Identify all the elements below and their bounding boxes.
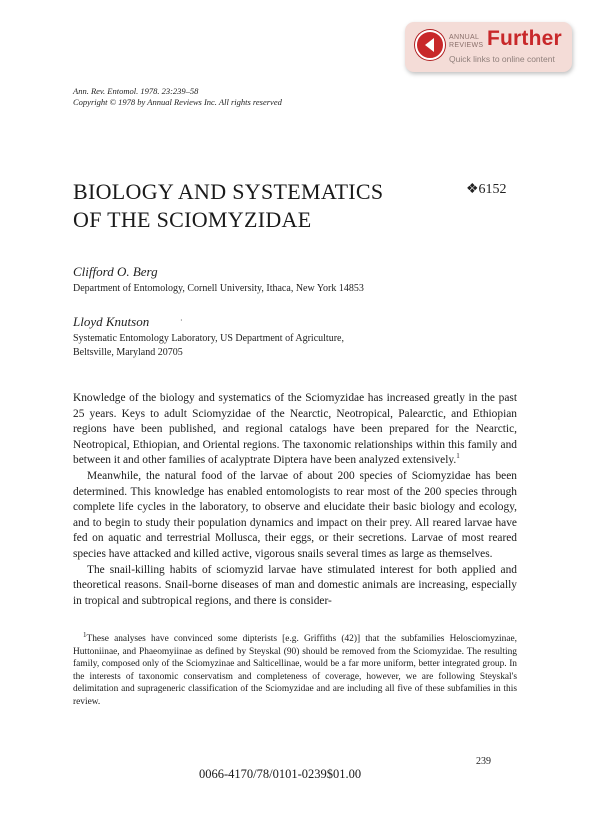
badge-annual-label: ANNUAL (449, 34, 480, 41)
stray-mark: · (180, 316, 183, 325)
badge-reviews-label: REVIEWS (449, 42, 484, 49)
affiliation-line: Systematic Entomology Laboratory, US Department of Agriculture, (73, 333, 344, 344)
footnote-text: These analyses have convinced some dipterists [e.g. Griffiths (42)] that the subfamilies Helosciomyzinae, Huttoniinae, and Phaeomyiinae as defined by Steyskal (90) should be removed from the Sciomyzidae. The resulting family, composed only of the Sciomyzinae and Salticellinae, would be a far more uniform, better integrated group. In the interests of taxonomic conservatism and completeness of coverage, however, we are following Steyskal's delimitation and suprageneric classification of the Sciomyzidae and are including all five of these subfamilies in this review. (73, 634, 517, 707)
catalog-number: ❖6152 (466, 182, 507, 197)
badge-title: Further (487, 27, 562, 50)
body-paragraph: Meanwhile, the natural food of the larvae of about 200 species of Sciomyzidae has been determined. This knowledge has enabled entomologists to rear most of the 200 species through complete life cycles in the laboratory, to observe and elucidate their basic biology and ecology, and to begin to study their population dynamics and impact on their prey. All reared larvae have fed on aquatic and terrestrial Mollusca, their eggs, or their secretions. Larvae of most reared species have attacked and killed active, vigorous snails several times as large as themselves. (73, 469, 517, 560)
author-affiliation (73, 332, 344, 360)
affiliation-line: Beltsville, Maryland 20705 (73, 347, 183, 358)
issn-price-code: 0066-4170/78/0101-0239$01.00 (199, 767, 362, 781)
affiliation-line: Department of Entomology, Cornell University, Ithaca, New York 14853 (73, 283, 364, 294)
footnote-marker: 1 (83, 630, 87, 639)
play-back-icon (415, 30, 445, 60)
footnote (73, 630, 517, 709)
title-line-2: OF THE SCIOMYZIDAE (73, 207, 312, 232)
annual-reviews-further-badge[interactable] (405, 22, 572, 72)
title-line-1: BIOLOGY AND SYSTEMATICS (73, 179, 384, 204)
journal-citation: Ann. Rev. Entomol. 1978. 23:239–58 (73, 86, 199, 96)
body-paragraph (73, 391, 517, 469)
copyright-notice: Copyright © 1978 by Annual Reviews Inc. All rights reserved (73, 97, 282, 107)
body-paragraph: The snail-killing habits of sciomyzid larvae have stimulated interest for both applied and theoretical reasons. Snail-borne diseases of man and domestic animals are increasing, especially in tropical and subtropical regions, and there is consider- (73, 563, 517, 607)
paragraph-text: Knowledge of the biology and systematics of the Sciomyzidae has increased greatly in the past 25 years. Keys to adult Sciomyzidae of the Nearctic, Neotropical, Palearctic, and Ethiopian regions have been published, and regional catalogs have been prepared for the Nearctic, Neotropical, Ethiopian, and Oriental regions. The taxonomic relationships within this family and between it and other families of acalyptrate Diptera have been analyzed extensively. (73, 392, 517, 467)
author-name: Lloyd Knutson (73, 314, 150, 329)
footnote-reference[interactable]: 1 (456, 452, 460, 461)
author-affiliation (73, 282, 364, 296)
author-name: Clifford O. Berg (73, 264, 158, 279)
article-body (73, 391, 517, 609)
badge-subtitle: Quick links to online content (449, 54, 555, 64)
article-title (73, 178, 383, 234)
page-number: 239 (476, 756, 491, 767)
